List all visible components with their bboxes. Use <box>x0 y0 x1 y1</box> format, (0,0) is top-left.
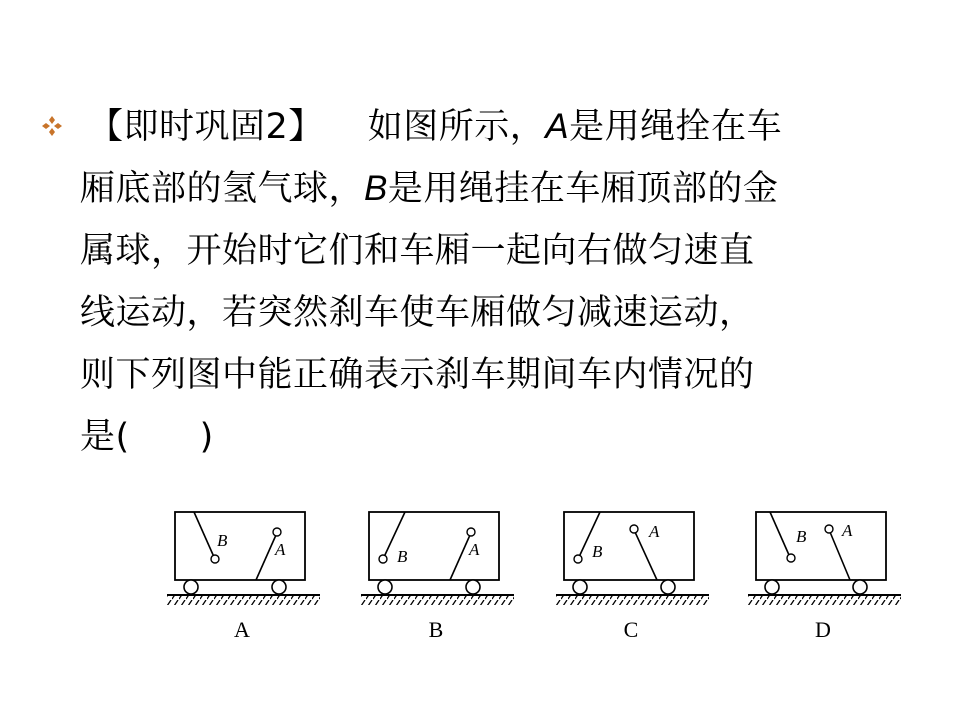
diamond-bullet-icon <box>40 114 64 138</box>
option-c-caption: C <box>623 617 639 642</box>
balloon-a-label: A <box>649 522 660 541</box>
option-a-caption: A <box>234 617 250 642</box>
question-line-6: 是( ) <box>80 417 214 457</box>
var-b: B <box>364 169 388 208</box>
option-b-caption: B <box>428 617 444 642</box>
ball-b-label: B <box>796 527 807 546</box>
option-c-figure <box>556 512 709 642</box>
var-a: A <box>545 107 570 146</box>
question-text <box>80 96 930 468</box>
question-line-1: 【即时巩固2】 如图所示，A是用绳拴在车 <box>88 107 783 147</box>
option-d-caption: D <box>815 617 831 642</box>
question-line-2: 厢底部的氢气球，B是用绳挂在车厢顶部的金 <box>80 169 779 209</box>
question-line-3: 属球，开始时它们和车厢一起向右做匀速直 <box>80 231 755 271</box>
option-a-figure <box>167 512 320 642</box>
ball-b-label: B <box>397 547 408 566</box>
balloon-a-label: A <box>842 521 853 540</box>
option-d-figure <box>748 512 901 642</box>
balloon-a-label: A <box>469 540 480 559</box>
ball-b-label: B <box>217 531 228 550</box>
option-b-figure <box>361 512 514 642</box>
balloon-a-label: A <box>275 540 286 559</box>
question-line-4: 线运动，若突然刹车使车厢做匀减速运动， <box>80 293 755 333</box>
ball-b-label: B <box>592 542 603 561</box>
question-line-5: 则下列图中能正确表示刹车期间车内情况的 <box>80 355 755 395</box>
question-tag: 【即时巩固2】 <box>88 107 324 147</box>
answer-figures <box>160 500 920 650</box>
